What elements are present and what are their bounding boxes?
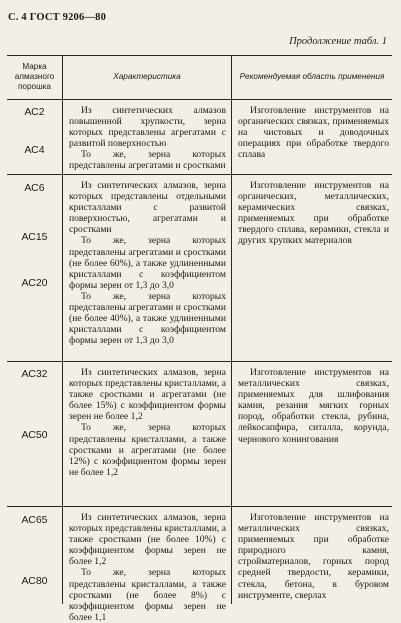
characteristic-text: Из синтетических алмазов, зерна которых представлены кристаллами, а также сростками (не более 10%) с коэффициентом формы зерен не более 1,2	[69, 512, 226, 568]
characteristic-text: То же, зерна которых представлены агрегатами и сростками (не более 40%), а также удлиненными кристаллами с коэффициентом формы зерен от 1,3 до 3,0	[69, 290, 226, 347]
header-bottom-rule	[7, 99, 392, 100]
application-cell	[238, 367, 389, 445]
grade-label: АС50	[21, 429, 48, 441]
characteristic-text: То же, зерна которых представлены кристаллами, а также сростками (не более 8%) с коэффициентом формы зерен не более 1,1	[69, 567, 226, 623]
grade-label: АС32	[21, 368, 48, 380]
column-header-application: Рекомендуемая область применения	[239, 72, 385, 81]
characteristic-text: Из синтетических алмазов, зерна которых представлены отдельными кристаллами с развитой поверхностью, агрегатами и сростками	[69, 180, 226, 236]
application-text: Изготовление инструментов на органических связках, применяемых на чистовых и доводочных операциях при обработке твердого сплава	[238, 105, 389, 161]
column-divider	[231, 55, 232, 604]
application-cell	[238, 105, 389, 160]
table-continuation-label: Продолжение табл. 1	[289, 36, 387, 47]
characteristic-cell	[69, 367, 226, 478]
table-top-rule	[7, 55, 392, 56]
group-divider	[7, 506, 392, 507]
characteristic-text: То же, зерна которых представлены агрегатами и сростками (не более 60%), а также удлиненными кристаллами с коэффициентом формы зерен от 1,3 до 3,0	[69, 235, 226, 291]
grade-label: АС20	[21, 277, 48, 289]
grades-table	[7, 55, 392, 623]
characteristic-cell	[69, 105, 226, 172]
characteristic-cell	[69, 512, 226, 623]
group-divider	[7, 174, 392, 175]
column-divider	[62, 55, 63, 604]
application-text: Изготовление инструментов на металлических связках, применяемых для шлифования камня, резания мягких горных пород, обработки стекла, рубина, лейкосапфира, ситалла, корунда, чернового хонингования	[238, 367, 389, 445]
characteristic-text: Из синтетических алмазов повышенной хрупкости, зерна которых представлены агрегатами с развитой поверхностью	[69, 105, 226, 150]
grade-label: АС2	[24, 106, 45, 118]
characteristic-text: То же, зерна которых представлены кристаллами, а также сростками и агрегатами (не более 12%) с коэффициентом формы зерен не более 1,2	[69, 422, 226, 478]
page-header: С. 4 ГОСТ 9206—80	[8, 12, 107, 23]
application-text: Изготовление инструментов на металлических связках, применяемых при обработке природного камня, стройматериалов, горных пород средней твердости, керамики, стекла, бетона, в буровом инструменте, сверлах	[238, 512, 389, 601]
application-cell	[238, 512, 389, 601]
column-header-characteristic: Характеристика	[113, 72, 181, 81]
grade-label: АС6	[24, 182, 45, 194]
application-cell	[238, 180, 389, 247]
characteristic-text: То же, зерна которых представлены агрегатами и сростками	[69, 149, 226, 172]
application-text: Изготовление инструментов на органических, металлических, керамических связках, применяемых при обработке твердого сплава, керамики, стекла и других хрупких материалов	[238, 180, 389, 247]
column-header-grade: Марка алмазного порошка	[14, 62, 55, 91]
characteristic-cell	[69, 180, 226, 346]
group-divider	[7, 361, 392, 362]
grade-label: АС80	[21, 575, 48, 587]
grade-label: АС15	[21, 231, 48, 243]
grade-label: АС65	[21, 514, 48, 526]
grade-label: АС4	[24, 144, 45, 156]
characteristic-text: Из синтетических алмазов, зерна которых представлены кристаллами, а также сростками и агрегатами (не более 15%) с коэффициентом формы зерен не более 1,2	[69, 367, 226, 423]
